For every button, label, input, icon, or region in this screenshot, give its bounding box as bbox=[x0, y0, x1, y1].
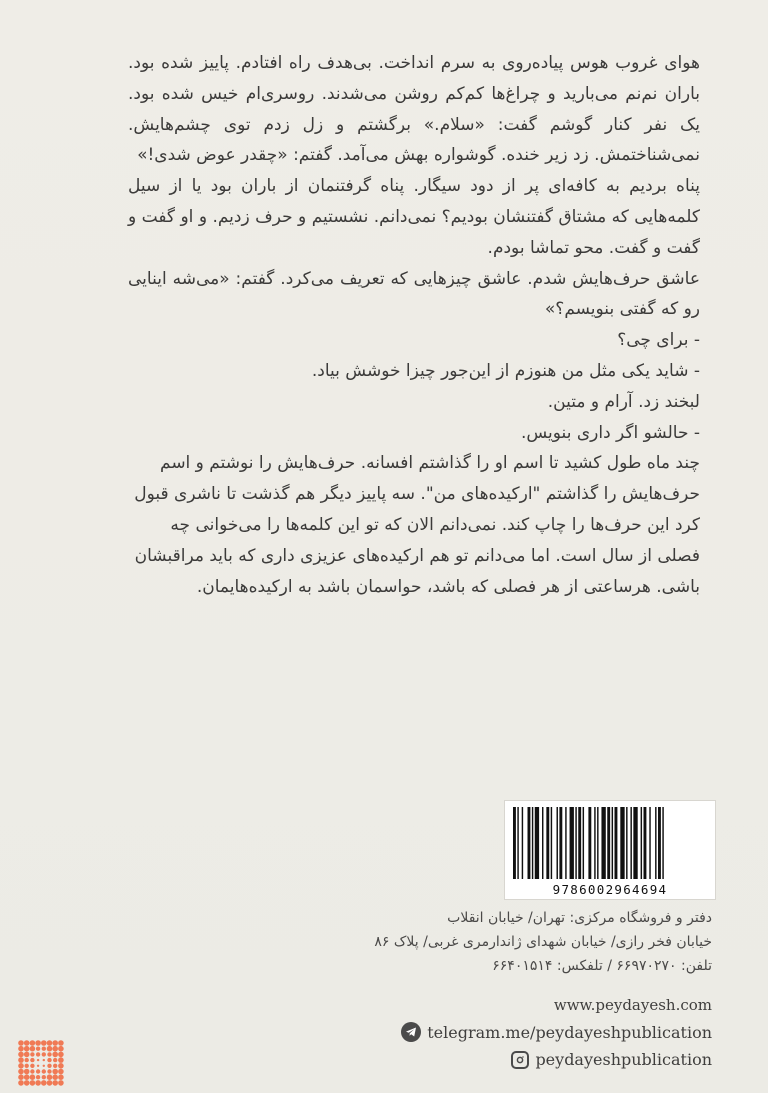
logo-dot bbox=[53, 1058, 57, 1062]
logo-dot bbox=[24, 1069, 30, 1075]
barcode-bar bbox=[615, 807, 618, 879]
address-line: خیابان فخر رازی/ خیابان شهدای ژاندارمری غربی/ پلاک ۸۶ bbox=[374, 934, 712, 950]
logo-dot bbox=[41, 1040, 47, 1046]
barcode-bar bbox=[535, 807, 539, 879]
barcode-bar bbox=[532, 807, 533, 879]
paragraph: پناه بردیم به کافه‌ای پر از دود سیگار. پناه گرفتنمان از باران بود یا از سیل کلمه‌هایی که مشتاق گفتنشان بودیم؟ نمی‌دانم. نشستیم و حرف زدیم. و او گفت و گفت و گفت. محو تماشا بودم. bbox=[128, 176, 700, 258]
logo-dot bbox=[36, 1069, 40, 1073]
logo-dot bbox=[47, 1069, 51, 1073]
logo-dot bbox=[58, 1046, 64, 1052]
logo-dot bbox=[58, 1080, 64, 1086]
logo-dot bbox=[53, 1064, 57, 1068]
logo-dot bbox=[30, 1058, 34, 1062]
logo-dot bbox=[52, 1074, 58, 1080]
paragraph: چند ماه طول کشید تا اسم او را گذاشتم افسانه. حرف‌هایش را نوشتم و اسم حرف‌هایش را گذاشتم "ارکیده‌های من". سه پاییز دیگر هم گذشت تا ناشری قبول کرد این حرف‌ها را چاپ کند. نمی‌دانم الان که تو این کلمه‌ها را می‌خوانی چه فصلی از سال است. اما می‌دانم تو هم ارکیده‌های عزیزی داری که باید مراقبشان باشی. هرساعتی از هر فصلی که باشد، حواسمان باشد به ارکیده‌هایمان. bbox=[134, 453, 700, 597]
logo-dot bbox=[30, 1052, 34, 1056]
logo-dot bbox=[24, 1074, 30, 1080]
logo-dot bbox=[37, 1059, 39, 1061]
logo-dot bbox=[24, 1040, 30, 1046]
logo-dot bbox=[25, 1064, 29, 1068]
barcode-bar bbox=[565, 807, 566, 879]
logo-dot bbox=[47, 1074, 53, 1080]
barcode-bar bbox=[528, 807, 531, 879]
barcode-bar bbox=[575, 807, 576, 879]
barcode-bar bbox=[649, 807, 650, 879]
logo-dot bbox=[52, 1046, 58, 1052]
logo-dot bbox=[58, 1052, 64, 1058]
barcode-bar bbox=[658, 807, 661, 879]
logo-dot bbox=[42, 1047, 46, 1051]
barcode-bar bbox=[551, 807, 552, 879]
barcode-bar bbox=[662, 807, 663, 879]
logo-dot bbox=[47, 1046, 53, 1052]
logo-dot bbox=[52, 1080, 58, 1086]
barcode-bar bbox=[583, 807, 584, 879]
barcode-bar bbox=[513, 807, 516, 879]
logo-dot bbox=[58, 1057, 64, 1063]
logo-dot bbox=[47, 1064, 51, 1068]
logo-dot bbox=[35, 1080, 41, 1086]
logo-dot bbox=[42, 1075, 46, 1079]
logo-dot bbox=[18, 1052, 24, 1058]
telegram-label: telegram.me/peydayeshpublication bbox=[427, 1022, 712, 1042]
dialogue-line: - حالشو اگر داری بنویس. bbox=[520, 422, 700, 443]
instagram-icon bbox=[511, 1051, 529, 1069]
logo-dot bbox=[47, 1080, 53, 1086]
dialogue-line: - شاید یکی مثل من هنوزم از این‌جور چیزا خوشش بیاد. bbox=[311, 360, 700, 381]
barcode-bar bbox=[633, 807, 637, 879]
logo-dot bbox=[18, 1040, 24, 1046]
barcode-bar bbox=[620, 807, 624, 879]
logo-dot bbox=[18, 1057, 24, 1063]
barcode-bar bbox=[517, 807, 518, 879]
barcode-bars bbox=[513, 807, 707, 879]
barcode-bar bbox=[522, 807, 523, 879]
publisher-info bbox=[312, 906, 712, 978]
logo-dot bbox=[18, 1080, 24, 1086]
barcode-bar bbox=[594, 807, 595, 879]
barcode-bar bbox=[578, 807, 581, 879]
logo-dot bbox=[41, 1080, 47, 1086]
logo-dot bbox=[36, 1075, 40, 1079]
barcode-bar bbox=[597, 807, 598, 879]
logo-dot bbox=[24, 1080, 30, 1086]
logo-dot bbox=[18, 1074, 24, 1080]
paragraph: هوای غروب هوس پیاده‌روی به سرم انداخت. بی‌هدف راه افتادم. پاییز شده بود. باران نم‌نم می‌بارید و چراغ‌ها کم‌کم روشن می‌شدند. روسری‌ام خیس شده بود. یک نفر کنار گوشم گفت: «سلام.» برگشتم و زل زدم توی چشم‌هایش. نمی‌شناختمش. زد زیر خنده. گوشواره بهش می‌آمد. گفتم: «چقدر عوض شدی!» bbox=[128, 53, 700, 166]
website-link[interactable]: www.peydayesh.com bbox=[553, 996, 712, 1014]
logo-dot bbox=[42, 1069, 46, 1073]
barcode-bar bbox=[559, 807, 562, 879]
isbn-barcode bbox=[504, 800, 716, 900]
logo-dot bbox=[18, 1063, 24, 1069]
logo-dot bbox=[42, 1052, 46, 1056]
barcode-bar bbox=[557, 807, 558, 879]
logo-dot bbox=[47, 1058, 51, 1062]
logo-dot bbox=[36, 1047, 40, 1051]
logo-dot bbox=[58, 1040, 64, 1046]
logo-dot bbox=[47, 1052, 51, 1056]
logo-dot bbox=[18, 1069, 24, 1075]
logo-dot bbox=[36, 1052, 40, 1056]
barcode-bar bbox=[644, 807, 647, 879]
logo-dot bbox=[52, 1040, 58, 1046]
logo-dot bbox=[58, 1069, 64, 1075]
address-line: دفتر و فروشگاه مرکزی: تهران/ خیابان انقلاب bbox=[447, 910, 712, 926]
logo-dot bbox=[18, 1046, 24, 1052]
logo-dot bbox=[58, 1063, 64, 1069]
logo-dot bbox=[30, 1069, 34, 1073]
logo-dot bbox=[30, 1074, 36, 1080]
barcode-bar bbox=[626, 807, 627, 879]
logo-dot bbox=[37, 1065, 39, 1067]
phone-line: تلفن: ۶۶۹۷۰۲۷۰ / تلفکس: ۶۶۴۰۱۵۱۴ bbox=[492, 958, 712, 974]
instagram-label: peydayeshpublication bbox=[535, 1050, 712, 1069]
logo-dot bbox=[24, 1052, 30, 1058]
logo-dot bbox=[30, 1046, 36, 1052]
barcode-bar bbox=[641, 807, 642, 879]
barcode-number: 9786002964694 bbox=[552, 882, 668, 897]
paragraph: لبخند زد. آرام و متین. bbox=[547, 391, 700, 412]
logo-dot bbox=[30, 1040, 36, 1046]
barcode-bar bbox=[630, 807, 631, 879]
logo-dot bbox=[25, 1058, 29, 1062]
logo-dot bbox=[24, 1046, 30, 1052]
dialogue-line: - برای چی؟ bbox=[617, 330, 700, 351]
logo-dot bbox=[43, 1065, 45, 1067]
publisher-logo bbox=[18, 1040, 64, 1090]
barcode-bar bbox=[542, 807, 543, 879]
barcode-bar bbox=[588, 807, 591, 879]
barcode-bar bbox=[607, 807, 610, 879]
blurb-text bbox=[128, 48, 700, 602]
barcode-bar bbox=[655, 807, 656, 879]
instagram-link[interactable] bbox=[511, 1050, 712, 1069]
logo-dot bbox=[58, 1074, 64, 1080]
logo-dot bbox=[43, 1059, 45, 1061]
logo-dot bbox=[47, 1040, 53, 1046]
logo-dot bbox=[52, 1069, 58, 1075]
paragraph: عاشق حرف‌هایش شدم. عاشق چیزهایی که تعریف می‌کرد. گفتم: «می‌شه اینایی رو که گفتی بنویسم؟» bbox=[128, 268, 700, 320]
barcode-bar bbox=[612, 807, 613, 879]
logo-dot bbox=[30, 1064, 34, 1068]
telegram-link[interactable] bbox=[401, 1022, 712, 1042]
barcode-bar bbox=[570, 807, 574, 879]
logo-dot bbox=[52, 1052, 58, 1058]
logo-dot bbox=[35, 1040, 41, 1046]
logo-dot bbox=[30, 1080, 36, 1086]
barcode-bar bbox=[546, 807, 549, 879]
telegram-icon bbox=[401, 1022, 421, 1042]
barcode-bar bbox=[601, 807, 605, 879]
